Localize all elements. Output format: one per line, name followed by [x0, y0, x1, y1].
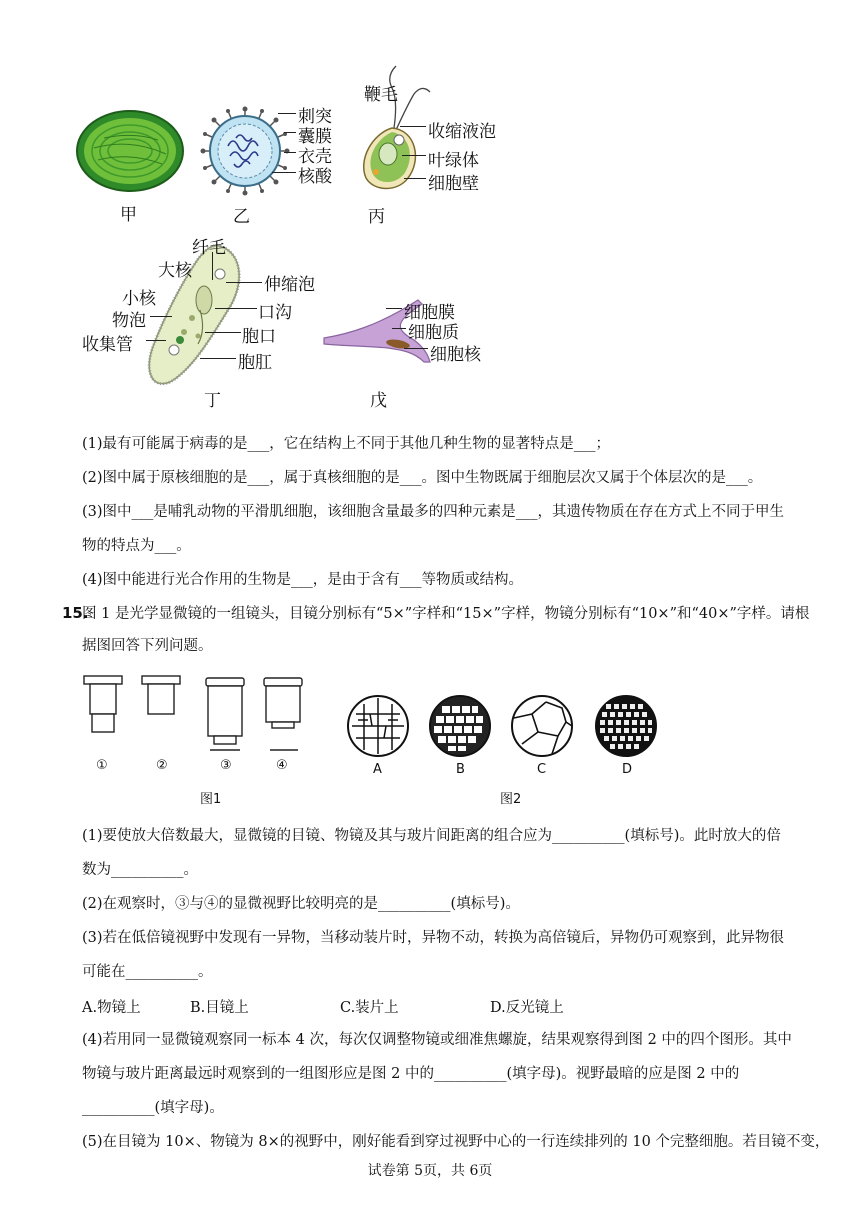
q15-line-8: __________(填字母)。	[82, 1100, 224, 1116]
ding-label-contractile-vacuole: 伸缩泡	[264, 275, 315, 295]
yi-label-nucleic-acid: 核酸	[298, 167, 332, 187]
q15-option-c: C.装片上	[340, 1000, 399, 1016]
q15-line-5: 可能在__________。	[82, 964, 213, 980]
caption-yi: 乙	[233, 207, 250, 227]
q15-line-3: (2)在观察时，③与④的显微视野比较明亮的是__________(填标号)。	[82, 896, 520, 912]
organism-yi-virus-illustration	[200, 106, 290, 196]
fig1-label-2: ②	[156, 758, 168, 773]
ding-label-micronucleus: 小核	[122, 289, 156, 309]
q15-option-a: A.物镜上	[82, 1000, 141, 1016]
fig2-label-a: A	[373, 762, 382, 777]
ding-label-collecting-canal: 收集管	[82, 335, 133, 355]
ding-label-oral-groove: 口沟	[258, 303, 292, 323]
figure-1-lenses	[80, 674, 320, 754]
caption-bing: 丙	[368, 207, 385, 227]
q14-line-3: (3)图中___是哺乳动物的平滑肌细胞，该细胞含量最多的四种元素是___，其遗传物质在存在方式上不同于甲生	[82, 504, 785, 520]
page-footer: 试卷第 5页，共 6页	[367, 1163, 493, 1179]
wu-label-nucleus: 细胞核	[430, 345, 481, 365]
fig2-label-b: B	[456, 762, 465, 777]
caption-ding: 丁	[204, 391, 221, 411]
caption-wu: 戊	[370, 391, 387, 411]
bing-label-cell-wall: 细胞壁	[428, 174, 479, 194]
q14-line-2: (2)图中属于原核细胞的是___，属于真核细胞的是___。图中生物既属于细胞层次又属于个体层次的是___。	[82, 470, 763, 486]
organism-jia-illustration	[74, 108, 186, 194]
ding-label-cilia: 纤毛	[192, 238, 226, 258]
bing-label-flagellum: 鞭毛	[364, 85, 398, 105]
bing-label-contractile-vacuole: 收缩液泡	[428, 122, 496, 142]
q15-line-2: 数为__________。	[82, 862, 198, 878]
q15-line-1: (1)要使放大倍数最大，显微镜的目镜、物镜及其与玻片间距离的组合应为__________(填标号)。此时放大的倍	[82, 828, 781, 844]
q14-line-5: (4)图中能进行光合作用的生物是___，是由于含有___等物质或结构。	[82, 572, 524, 588]
fig1-label-3: ③	[220, 758, 232, 773]
q15-line-9: (5)在目镜为 10×、物镜为 8×的视野中，刚好能看到穿过视野中心的一行连续排列的 10 个完整细胞。若目镜不变，	[82, 1134, 830, 1150]
yi-label-spike: 刺突	[298, 107, 332, 127]
organism-ding-paramecium-illustration	[140, 240, 250, 390]
q15-line-6: (4)若用同一显微镜观察同一标本 4 次，每次仅调整物镜或细准焦螺旋，结果观察得到图 2 中的四个图形。其中	[82, 1032, 792, 1048]
wu-label-cytoplasm: 细胞质	[408, 323, 459, 343]
ding-label-cytostome: 胞口	[242, 327, 276, 347]
ding-label-cytoproct: 胞肛	[238, 353, 272, 373]
q15-number: 15.	[62, 604, 89, 622]
fig1-caption: 图1	[200, 792, 222, 807]
ding-label-macronucleus: 大核	[158, 261, 192, 281]
fig1-label-1: ①	[96, 758, 108, 773]
yi-label-envelope: 囊膜	[298, 127, 332, 147]
q15-option-b: B.目镜上	[190, 1000, 249, 1016]
fig1-label-4: ④	[276, 758, 288, 773]
q15-intro-2: 据图回答下列问题。	[82, 638, 213, 654]
q15-intro-1: 图 1 是光学显微镜的一组镜头，目镜分别标有“5×”字样和“15×”字样，物镜分别标有“10×”和“40×”字样。请根	[82, 606, 810, 622]
yi-label-capsid: 衣壳	[298, 147, 332, 167]
q15-option-d: D.反光镜上	[490, 1000, 564, 1016]
q15-line-4: (3)若在低倍镜视野中发现有一异物，当移动装片时，异物不动，转换为高倍镜后，异物仍可观察到，此异物很	[82, 930, 785, 946]
figure-2-fields-of-view	[346, 692, 666, 762]
fig2-caption: 图2	[500, 792, 522, 807]
ding-label-food-vacuole: 物泡	[112, 311, 146, 331]
caption-jia: 甲	[120, 205, 137, 225]
q14-line-1: (1)最有可能属于病毒的是___，它在结构上不同于其他几种生物的显著特点是___；	[82, 436, 611, 452]
q15-line-7: 物镜与玻片距离最远时观察到的一组图形应是图 2 中的__________(填字母)。视野最暗的应是图 2 中的	[82, 1066, 740, 1082]
wu-label-cell-membrane: 细胞膜	[404, 303, 455, 323]
q14-line-4: 物的特点为___。	[82, 538, 191, 554]
fig2-label-c: C	[537, 762, 547, 777]
bing-label-chloroplast: 叶绿体	[428, 151, 479, 171]
fig2-label-d: D	[622, 762, 633, 777]
